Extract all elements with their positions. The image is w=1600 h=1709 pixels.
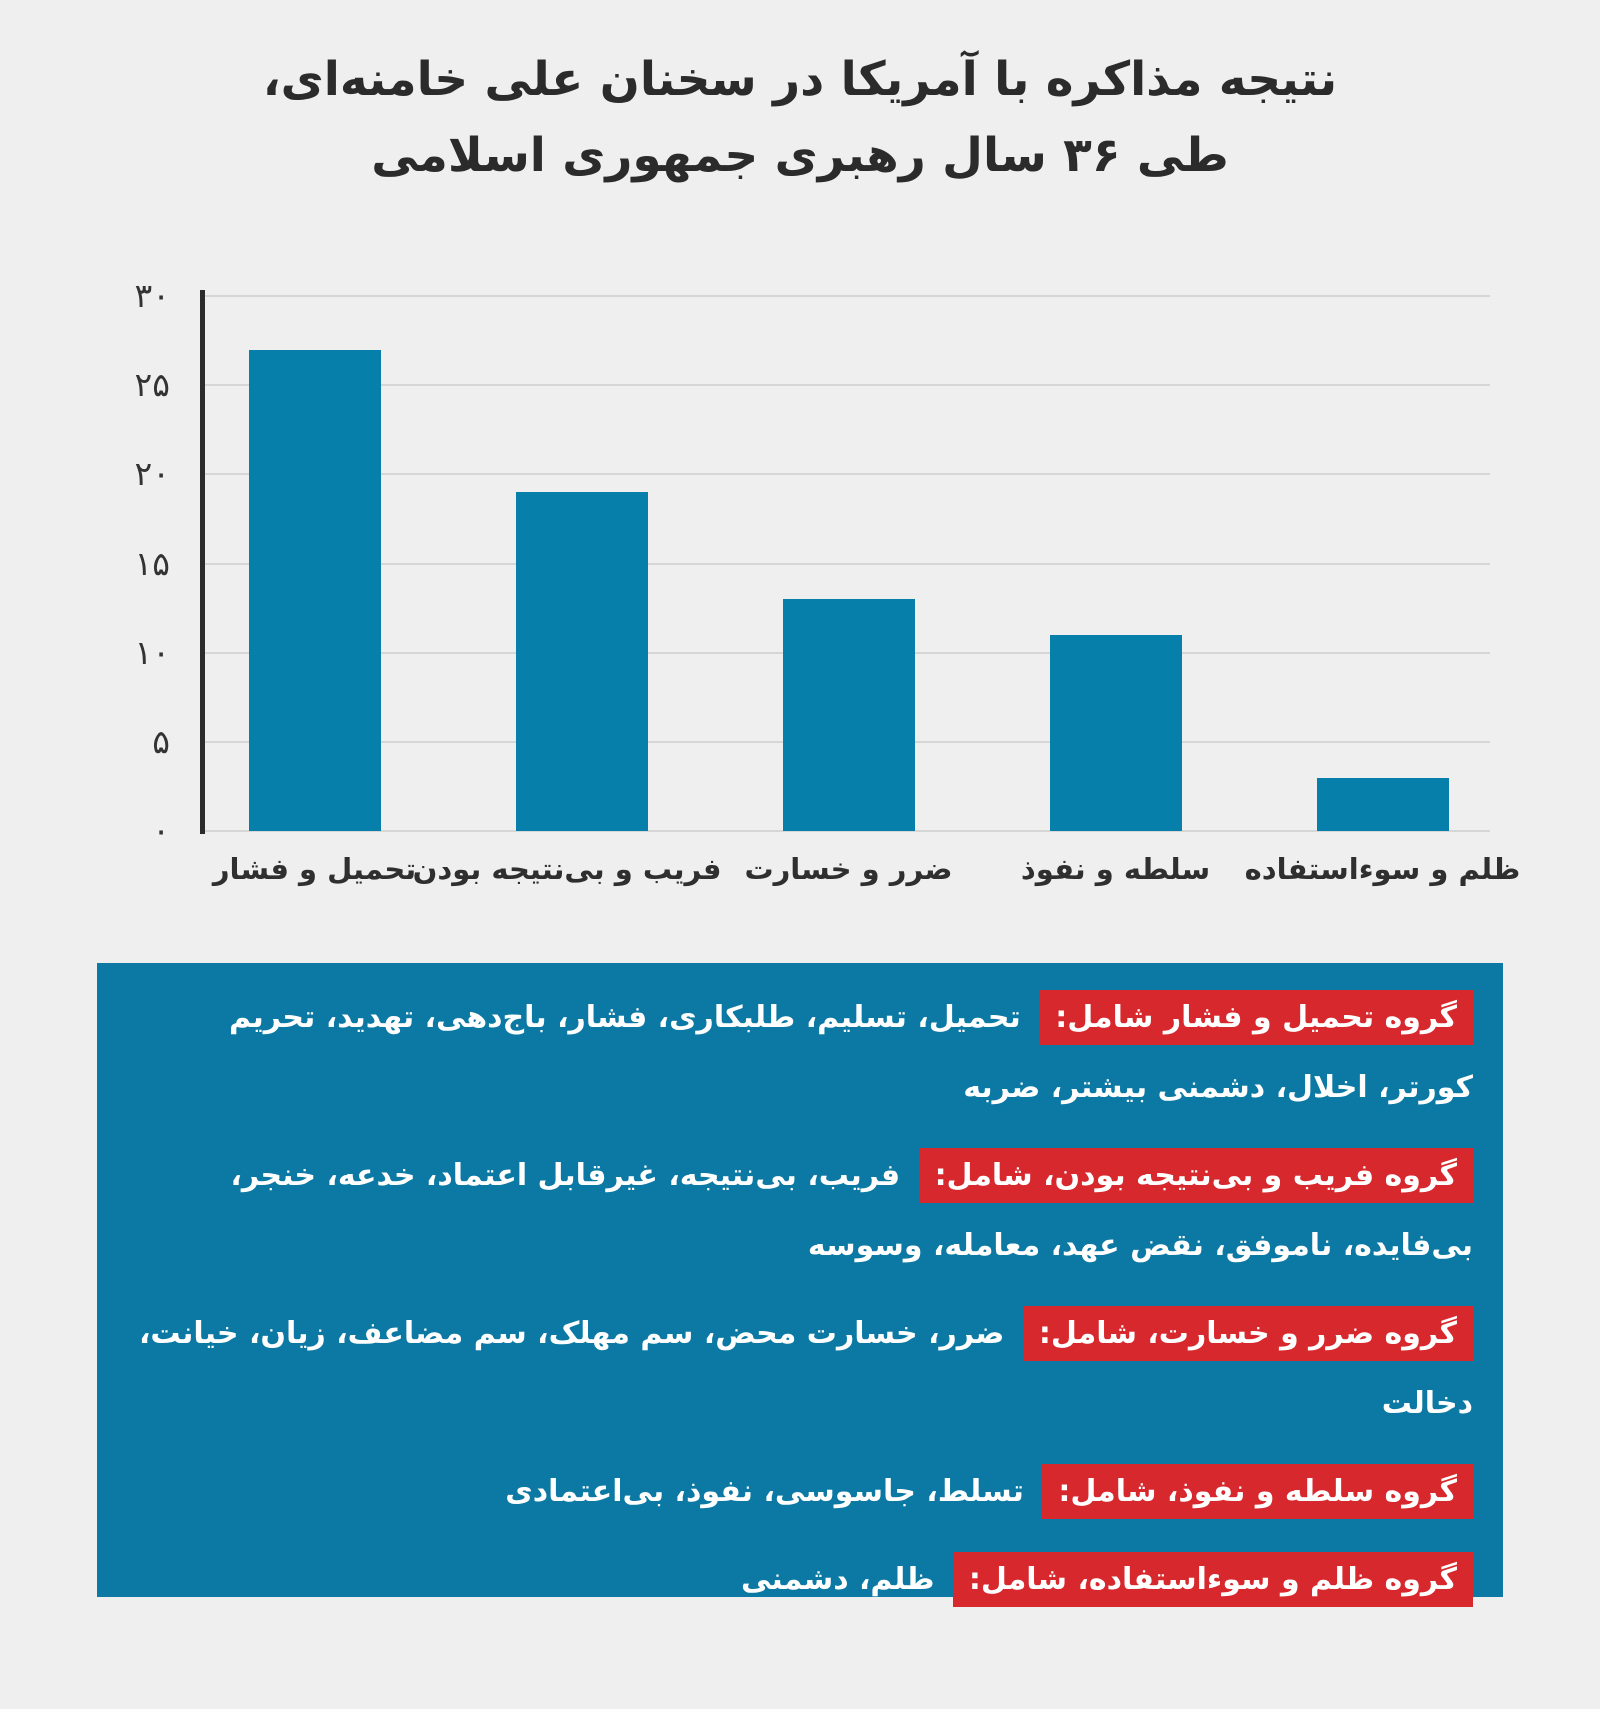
bar-3 xyxy=(783,599,915,831)
title-line-1: نتیجه مذاکره با آمریکا در سخنان علی خامنه‌ای، xyxy=(262,52,1338,107)
legend-entry-4 xyxy=(127,1457,1473,1527)
bar-4 xyxy=(1050,635,1182,831)
legend-entry-2-text: فریب، بی‌نتیجه، غیرقابل اعتماد، خدعه، خنجر، بی‌فایده، ناموفق، نقض عهد، معامله، وسوسه xyxy=(230,1158,1473,1263)
legend-entry-2 xyxy=(127,1141,1473,1281)
y-axis-tick-0: ۰ xyxy=(152,811,170,850)
y-axis-line xyxy=(200,290,205,834)
x-axis-label-5: ظلم و سوءاستفاده xyxy=(1244,852,1521,886)
gridline-30 xyxy=(203,295,1490,297)
legend-entry-1-label: گروه تحمیل و فشار شامل: xyxy=(1039,990,1473,1045)
y-axis-tick-5: ۵ xyxy=(152,721,170,761)
legend-entry-5-label: گروه ظلم و سوءاستفاده، شامل: xyxy=(953,1552,1473,1607)
y-axis-tick-10: ۱۰ xyxy=(134,632,170,672)
page-title xyxy=(0,42,1600,194)
legend-entry-1 xyxy=(127,983,1473,1123)
x-axis-label-4: سلطه و نفوذ xyxy=(1020,852,1211,886)
legend-box xyxy=(97,963,1503,1597)
legend-entry-5 xyxy=(127,1545,1473,1615)
gridline-10 xyxy=(203,652,1490,654)
y-axis-tick-15: ۱۵ xyxy=(134,543,170,583)
x-axis-label-2: فریب و بی‌نتیجه بودن xyxy=(412,852,722,886)
legend-entry-1-text: تحمیل، تسلیم، طلبکاری، فشار، باج‌دهی، تهدید، تحریم کورتر، اخلال، دشمنی بیشتر، ضربه xyxy=(228,1000,1473,1105)
title-line-2: طی ۳۶ سال رهبری جمهوری اسلامی xyxy=(371,128,1229,183)
legend-entry-3-text: ضرر، خسارت محض، سم مهلک، سم مضاعف، زیان، خیانت، دخالت xyxy=(139,1316,1473,1421)
y-axis-tick-30: ۳۰ xyxy=(134,276,170,315)
legend-entry-5-text: ظلم، دشمنی xyxy=(740,1562,935,1597)
gridline-20 xyxy=(203,473,1490,475)
legend-entry-4-text: تسلط، جاسوسی، نفوذ، بی‌اعتمادی xyxy=(505,1474,1024,1509)
x-axis-label-3: ضرر و خسارت xyxy=(744,852,953,886)
legend-entry-2-label: گروه فریب و بی‌نتیجه بودن، شامل: xyxy=(919,1148,1473,1203)
gridline-15 xyxy=(203,563,1490,565)
bar-1 xyxy=(249,350,381,832)
legend-entry-4-label: گروه سلطه و نفوذ، شامل: xyxy=(1042,1464,1473,1519)
bar-5 xyxy=(1317,778,1449,832)
y-axis-tick-20: ۲۰ xyxy=(134,454,170,494)
legend-entry-3 xyxy=(127,1299,1473,1439)
gridline-5 xyxy=(203,741,1490,743)
x-axis-label-1: تحمیل و فشار xyxy=(212,852,417,886)
bar-2 xyxy=(516,492,648,831)
y-axis-tick-25: ۲۵ xyxy=(134,365,170,405)
legend-entry-3-label: گروه ضرر و خسارت، شامل: xyxy=(1023,1306,1473,1361)
gridline-0 xyxy=(203,830,1490,832)
gridline-25 xyxy=(203,384,1490,386)
